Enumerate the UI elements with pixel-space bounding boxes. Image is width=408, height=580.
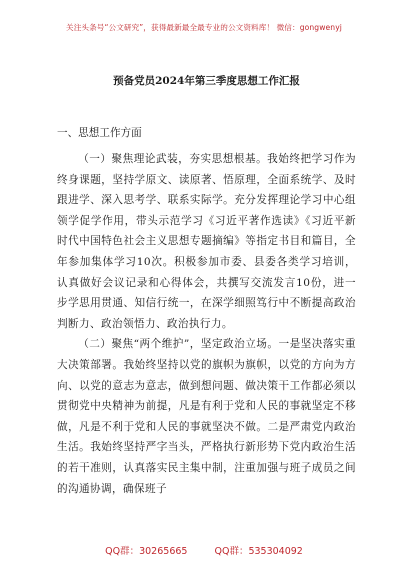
- section-heading: 一、思想工作方面: [57, 127, 142, 139]
- header-notice: 关注头条号“公文研究”，获得最新最全最专业的公文资料库！ 微信：gongwenyj: [66, 23, 342, 32]
- paragraph-2: （二）聚焦“两个维护”，坚定政治立场。一是坚决落实重大决策部署。我始终坚持以党的旗帜为旗帜，以党的方向为方向、以党的意志为意志，做到想问题、做决策干工作都必须以贯彻党中央精神为前提，凡是有利于党和人民的事就坚定不移做，凡是不利于党和人民的事就坚决不做。二是严肃党内政治生活。我始终坚持严字当头，严格执行新形势下党内政治生活的若干准则，认真落实民主集中制，注重加强与班子成员之间的沟通协调，确保班子: [57, 338, 356, 495]
- footer-qq-group-1: QQ群：30265665: [105, 546, 188, 557]
- document-page: [57, 60, 356, 499]
- footer-qq-group-2: QQ群：535304092: [214, 546, 303, 557]
- document-title: 预备党员2024年第三季度思想工作汇报: [113, 75, 300, 87]
- footer-contacts: [0, 543, 408, 557]
- paragraph-1: （一）聚焦理论武装，夯实思想根基。我始终把学习作为终身课题，坚持学原文、读原著、悟原理，全面系统学、及时跟进学、深入思考学、联系实际学。充分发挥理论学习中心组领学促学作用，带头示范学习《习近平著作选读》《习近平新时代中国特色社会主义思想专题摘编》等指定书目和篇目，全年参加集体学习10次。积极参加市委、县委各类学习培训，认真做好会议记录和心得体会，共撰写交流发言10份，进一步学思用贯通、知信行统一，在深学细照笃行中不断提高政治判断力、政治领悟力、政治执行力。: [57, 153, 356, 330]
